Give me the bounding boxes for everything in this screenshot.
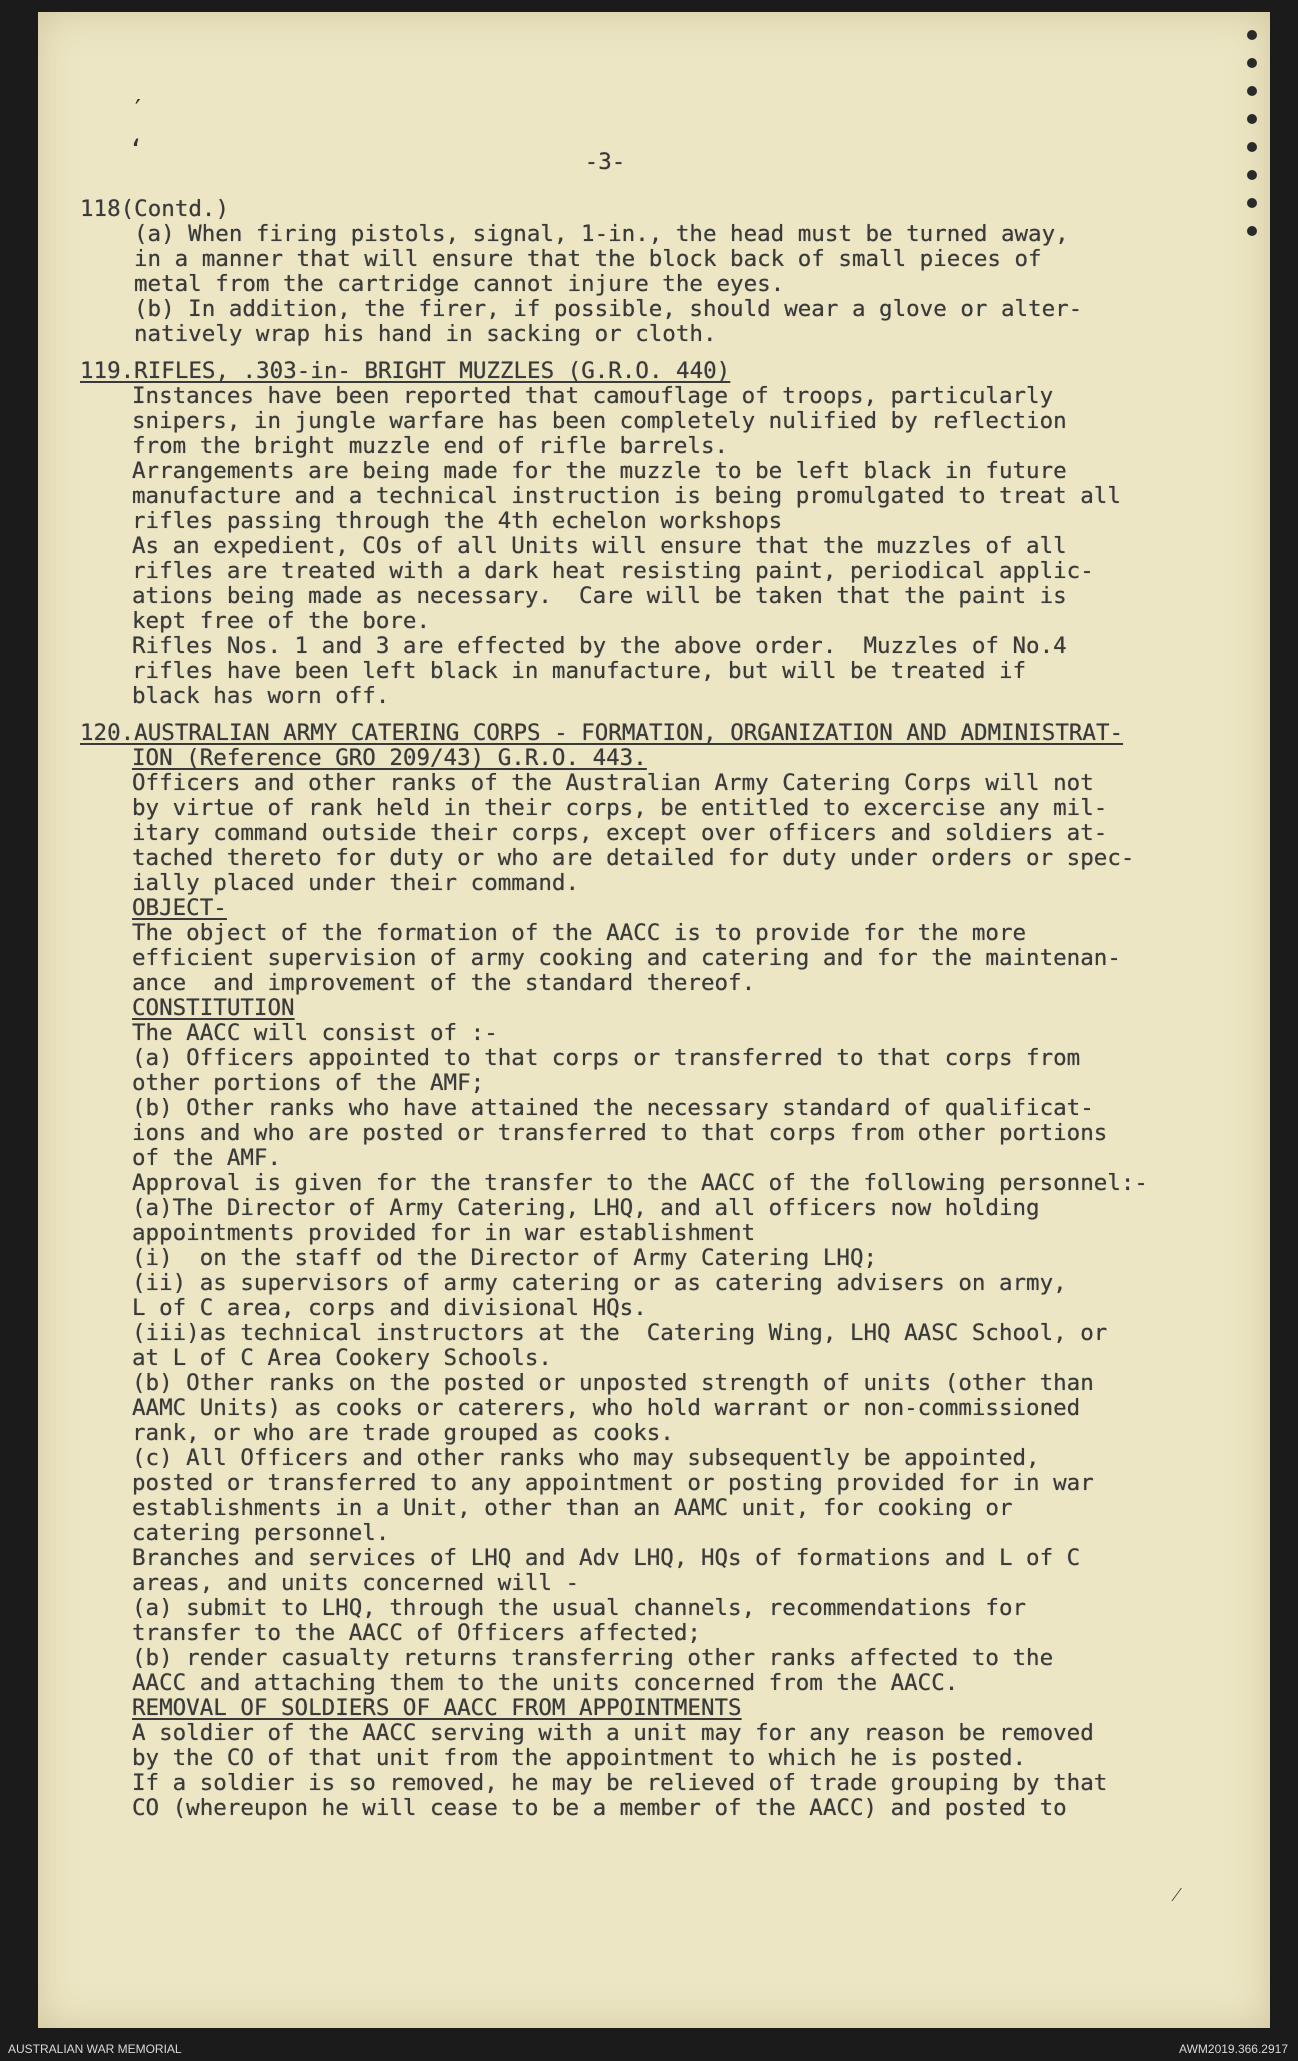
text-line: (b) Other ranks on the posted or unposted strength of units (other than (132, 1370, 1094, 1396)
text-line: (a) submit to LHQ, through the usual channels, recommendations for (132, 1595, 1027, 1621)
text-line: rank, or who are trade grouped as cooks. (132, 1420, 674, 1446)
text-line: A soldier of the AACC serving with a unit may for any reason be removed (132, 1720, 1094, 1746)
text-line: rifles passing through the 4th echelon workshops (132, 508, 783, 534)
text-line: The object of the formation of the AACC is to provide for the more (132, 920, 1027, 946)
text-line: transfer to the AACC of Officers affected; (132, 1620, 701, 1646)
text-line: other portions of the AMF; (132, 1070, 485, 1096)
text-line: AACC and attaching them to the units concerned from the AACC. (132, 1670, 959, 1696)
subheading-removal: REMOVAL OF SOLDIERS OF AACC FROM APPOINTMENTS (132, 1695, 742, 1721)
footer-accession-number: AWM2019.366.2917 (1179, 2042, 1288, 2056)
binding-hole (1247, 198, 1257, 208)
pencil-mark: ′ (130, 95, 146, 125)
binding-holes (1238, 12, 1266, 2028)
text-line: (b) Other ranks who have attained the necessary standard of qualificat- (132, 1095, 1094, 1121)
text-line: Arrangements are being made for the muzzle to be left black in future (132, 458, 1067, 484)
text-line: kept free of the bore. (132, 608, 431, 634)
text-line: rifles have been left black in manufacture, but will be treated if (132, 658, 1027, 684)
text-line: (b) render casualty returns transferring other ranks affected to the (132, 1645, 1054, 1671)
section-heading: 120.AUSTRALIAN ARMY CATERING CORPS - FORMATION, ORGANIZATION AND ADMINISTRAT- (80, 720, 1124, 746)
subheading-object: OBJECT- (132, 895, 227, 921)
text-line: L of C area, corps and divisional HQs. (132, 1295, 647, 1321)
text-line: snipers, in jungle warfare has been completely nulified by reflection (132, 408, 1067, 434)
text-line: ance and improvement of the standard thereof. (132, 970, 756, 996)
text-line: appointments provided for in war establishment (132, 1220, 756, 1246)
text-line: by virtue of rank held in their corps, be entitled to excercise any mil- (132, 795, 1108, 821)
page-number: -3- (584, 149, 626, 175)
section-number: 118(Contd.) (80, 196, 230, 222)
binding-hole (1247, 170, 1257, 180)
text-line: from the bright muzzle end of rifle barrels. (132, 433, 729, 459)
text-line: rifles are treated with a dark heat resisting paint, periodical applic- (132, 558, 1094, 584)
binding-hole (1247, 114, 1257, 124)
text-line: of the AMF. (132, 1145, 282, 1171)
archive-footer (0, 2036, 1298, 2061)
text-line: (i) on the staff od the Director of Army Catering LHQ; (132, 1245, 878, 1271)
text-line: itary command outside their corps, except over officers and soldiers at- (132, 820, 1108, 846)
text-line: AAMC Units) as cooks or caterers, who hold warrant or non-commissioned (132, 1395, 1081, 1421)
text-line: by the CO of that unit from the appointment to which he is posted. (132, 1745, 1027, 1771)
binding-hole (1247, 142, 1257, 152)
pencil-mark: ⁄ (1175, 1882, 1179, 1906)
text-line: posted or transferred to any appointment or posting provided for in war (132, 1470, 1094, 1496)
text-line: establishments in a Unit, other than an AAMC unit, for cooking or (132, 1495, 1013, 1521)
text-line: Branches and services of LHQ and Adv LHQ, HQs of formations and L of C (132, 1545, 1081, 1571)
section-heading-continued: ION (Reference GRO 209/43) G.R.O. 443. (132, 745, 647, 771)
binding-hole (1247, 226, 1257, 236)
text-line: Officers and other ranks of the Australian Army Catering Corps will not (132, 770, 1094, 796)
text-line: ations being made as necessary. Care will be taken that the paint is (132, 583, 1067, 609)
footer-institution: AUSTRALIAN WAR MEMORIAL (8, 2042, 182, 2056)
section-120 (80, 721, 1220, 1821)
text-line: efficient supervision of army cooking and catering and for the maintenan- (132, 945, 1121, 971)
text-line: natively wrap his hand in sacking or cloth. (134, 321, 717, 347)
text-line: ially placed under their command. (132, 870, 580, 896)
text-line: The AACC will consist of :- (132, 1020, 498, 1046)
binding-hole (1247, 30, 1257, 40)
text-line: Rifles Nos. 1 and 3 are effected by the above order. Muzzles of No.4 (132, 633, 1067, 659)
text-line: (b) In addition, the firer, if possible, should wear a glove or alter- (134, 296, 1083, 322)
binding-hole (1247, 58, 1257, 68)
text-line: (iii)as technical instructors at the Catering Wing, LHQ AASC School, or (132, 1320, 1108, 1346)
pencil-mark: ‘ (128, 135, 144, 165)
text-line: tached thereto for duty or who are detailed for duty under orders or spec- (132, 845, 1135, 871)
binding-hole (1247, 86, 1257, 96)
text-line: at L of C Area Cookery Schools. (132, 1345, 552, 1371)
text-line: (a) When firing pistols, signal, 1-in., the head must be turned away, (134, 221, 1069, 247)
text-line: (ii) as supervisors of army catering or as catering advisers on army, (132, 1270, 1067, 1296)
text-line: (a)The Director of Army Catering, LHQ, and all officers now holding (132, 1195, 1040, 1221)
document-body (80, 150, 1220, 1821)
text-line: manufacture and a technical instruction is being promulgated to treat all (132, 483, 1121, 509)
text-line: in a manner that will ensure that the block back of small pieces of (134, 246, 1042, 272)
section-heading: 119.RIFLES, .303-in- BRIGHT MUZZLES (G.R.O. 440) (80, 358, 731, 384)
text-line: If a soldier is so removed, he may be relieved of trade grouping by that (132, 1770, 1108, 1796)
text-line: Approval is given for the transfer to the AACC of the following personnel:- (132, 1170, 1148, 1196)
section-119 (80, 359, 1220, 709)
text-line: CO (whereupon he will cease to be a member of the AACC) and posted to (132, 1795, 1067, 1821)
text-line: (a) Officers appointed to that corps or transferred to that corps from (132, 1045, 1081, 1071)
text-line: ions and who are posted or transferred to that corps from other portions (132, 1120, 1108, 1146)
text-line: (c) All Officers and other ranks who may subsequently be appointed, (132, 1445, 1040, 1471)
subheading-constitution: CONSTITUTION (132, 995, 295, 1021)
text-line: Instances have been reported that camouflage of troops, particularly (132, 383, 1054, 409)
text-line: black has worn off. (132, 683, 390, 709)
text-line: As an expedient, COs of all Units will ensure that the muzzles of all (132, 533, 1067, 559)
section-118 (80, 197, 1220, 347)
text-line: catering personnel. (132, 1520, 390, 1546)
text-line: areas, and units concerned will - (132, 1570, 580, 1596)
text-line: metal from the cartridge cannot injure the eyes. (134, 271, 785, 297)
